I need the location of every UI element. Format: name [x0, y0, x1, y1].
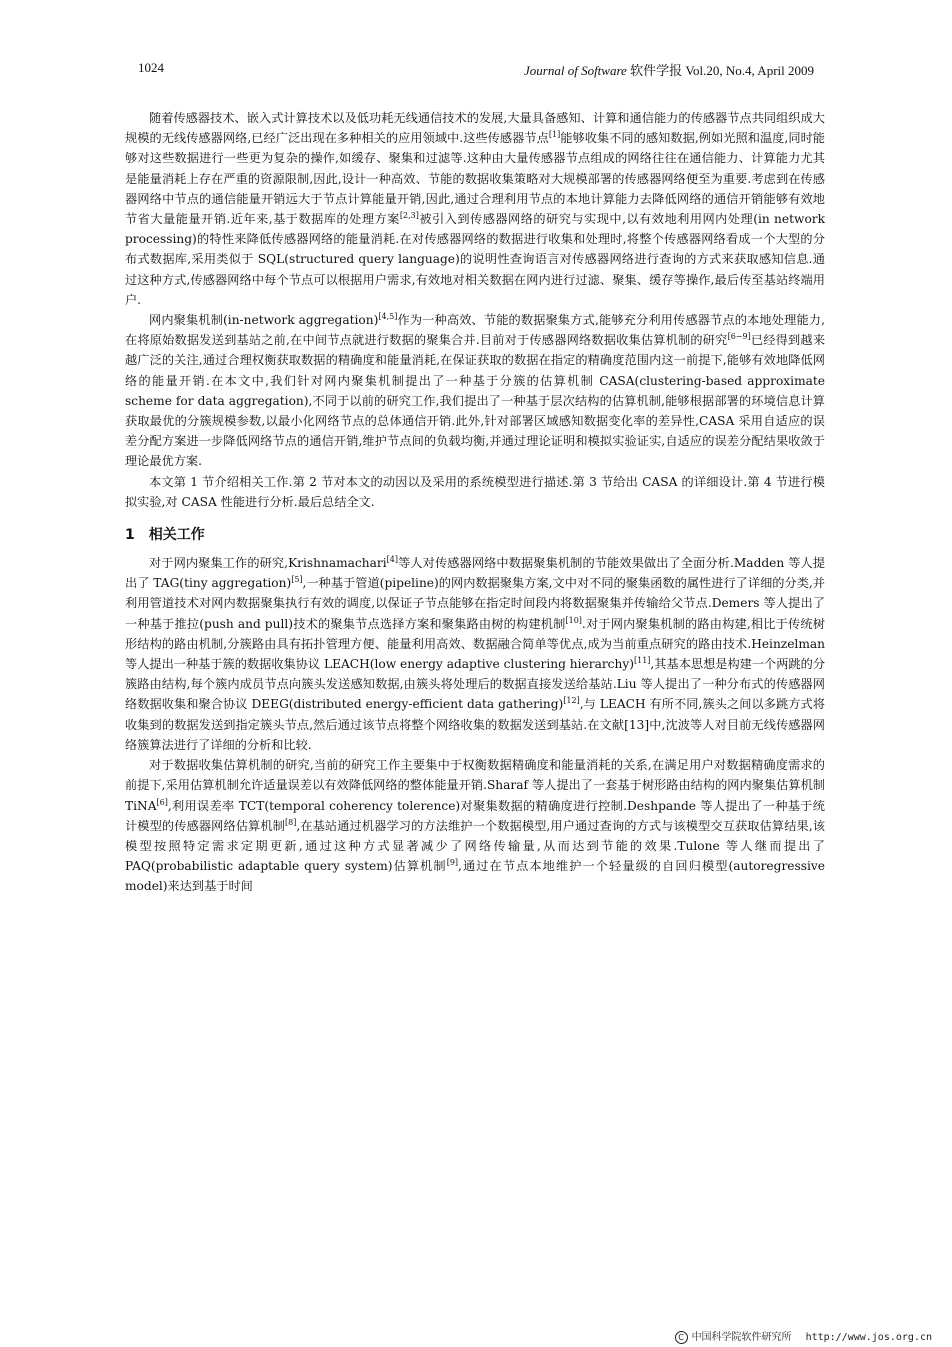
- paragraph-intro-1: 随着传感器技术、嵌入式计算技术以及低功耗无线通信技术的发展,大量具备感知、计算和通信能力的传感器节点共同组织成大规模的无线传感器网络,已经广泛出现在多种相关的应用领域中.这些传感器节点[1]能够收集不同的感知数据,例如光照和温度,同时能够对这些数据进行一些更为复杂的操作,如缓存、聚集和过滤等.这种由大量传感器节点组成的网络往往在通信能力、计算能力尤其是能量消耗上存在严重的资源限制,因此,设计一种高效、节能的数据收集策略对大规模部署的传感器网络便至为重要.考虑到在传感器网络中节点的通信能量开销远大于节点计算能量开销,因此,通过合理利用节点的本地计算能力去降低网络的通信开销能够有效地节省大量能量开销.近年来,基于数据库的处理方案[2,3]被引入到传感器网络的研究与实现中,以有效地利用网内处理(in network processing)的特性来降低传感器网络的能量消耗.在对传感器网络的数据进行收集和处理时,将整个传感器网络看成一个大型的分布式数据库,采用类似于 SQL(structured query language)的说明性查询语言对传感器网络进行查询的方式来获取感知信息.通过这种方式,传感器网络中每个节点可以根据用户需求,有效地对相关数据在网内进行过滤、聚集、缓存等操作,最后传至基站终端用户.: [125, 111, 825, 307]
- citation[interactable]: [1]: [548, 130, 561, 140]
- citation[interactable]: [6−9]: [727, 332, 751, 342]
- citation[interactable]: [4,5]: [378, 311, 398, 321]
- page-footer: [675, 1328, 932, 1344]
- section-title: 相关工作: [148, 527, 205, 544]
- paragraph-intro-3: 本文第 1 节介绍相关工作.第 2 节对本文的动因以及采用的系统模型进行描述.第 3 节给出 CASA 的详细设计.第 4 节进行模拟实验,对 CASA 性能进行分析.最后总结全文.: [125, 474, 825, 509]
- section-number: 1: [125, 527, 135, 544]
- citation[interactable]: [8]: [284, 817, 297, 827]
- section-heading: [125, 525, 825, 545]
- copyright-icon: C: [675, 1331, 688, 1344]
- citation[interactable]: [11]: [634, 656, 651, 666]
- citation[interactable]: [12]: [563, 696, 580, 706]
- journal-info: 软件学报 Vol.20, No.4, April 2009: [630, 63, 814, 78]
- citation[interactable]: [5]: [291, 575, 303, 585]
- running-header: [524, 60, 814, 79]
- citation[interactable]: [10]: [565, 615, 582, 625]
- citation[interactable]: [9]: [446, 858, 459, 868]
- article-body: [125, 108, 825, 897]
- citation[interactable]: [2,3]: [399, 210, 419, 220]
- journal-url[interactable]: http://www.jos.org.cn: [805, 1332, 932, 1343]
- citation[interactable]: [4]: [386, 555, 398, 564]
- publisher-name: 中国科学院软件研究所: [691, 1332, 792, 1343]
- paragraph-intro-2: 网内聚集机制(in-network aggregation)[4,5]作为一种高效、节能的数据聚集方式,能够充分利用传感器节点的本地处理能力,在将原始数据发送到基站之前,在中间节点就进行数据的聚集合并.目前对于传感器网络数据收集估算机制的研究[6−9]已经得到越来越广泛的关注,通过合理权衡获取数据的精确度和能量消耗,在保证获取的数据在指定的精确度范围内这一前提下,能够有效地降低网络的能量开销.在本文中,我们针对网内聚集机制提出了一种基于分簇的估算机制 CASA(clustering-based approximate scheme for data aggregation),不同于以前的研究工作,我们提出了一种基于层次结构的估算机制,能够根据部署的环境信息计算获取最优的分簇规模参数,以最小化网络节点的总体通信开销.此外,针对部署区域感知数据变化率的差异性,CASA 采用自适应的误差分配方案进一步降低网络节点的通信开销,维护节点间的负载均衡,并通过理论证明和模拟实验证实,自适应的误差分配结果收敛于理论最优方案.: [125, 311, 826, 469]
- page-number: 1024: [138, 60, 164, 75]
- paragraph-related-2: 对于数据收集估算机制的研究,当前的研究工作主要集中于权衡数据精确度和能量消耗的关系,在满足用户对数据精确度需求的前提下,采用估算机制允许适量误差以有效降低网络的整体能量开销.Sharaf 等人提出了一套基于树形路由结构的网内聚集估算机制 TiNA[6],利用误差率 TCT(temporal coherency tolerence)对聚集数据的精确度进行控制.Deshpande 等人提出了一种基于统计模型的传感器网络估算机制[8],在基站通过机器学习的方法维护一个数据模型,用户通过查询的方式与该模型交互获取估算结果,该模型按照特定需求定期更新,通过这种方式显著减少了网络传输量,从而达到节能的效果.Tulone 等人继而提出了 PAQ(probabilistic adaptable query system)估算机制[9],通过在节点本地维护一个轻量级的自回归模型(autoregressive model)来达到基于时间: [125, 758, 826, 894]
- paragraph-related-1: 对于网内聚集工作的研究,Krishnamachari[4]等人对传感器网络中数据聚集机制的节能效果做出了全面分析.Madden 等人提出了 TAG(tiny aggregation)[5],一种基于管道(pipeline)的网内数据聚集方案,文中对不同的聚集函数的属性进行了详细的分类,并利用管道技术对网内数据聚集执行有效的调度,以保证子节点能够在指定时间段内将数据聚集并传输给父节点.Demers 等人提出了一种基于推拉(push and pull)技术的聚集节点选择方案和聚集路由树的构建机制[10].对于网内聚集机制的路由构建,相比于传统树形结构的路由机制,分簇路由具有拓扑管理方便、能量利用高效、数据融合简单等优点,成为当前重点研究的路由技术.Heinzelman 等人提出一种基于簇的数据收集协议 LEACH(low energy adaptive clustering hierarchy)[11],其基本思想是构建一个两跳的分簇路由结构,每个簇内成员节点向簇头发送感知数据,由簇头将处理后的数据直接发送给基站.Liu 等人提出了一种分布式的传感器网络数据收集和聚合协议 DEEG(distributed energy-efficient data gathering)[12],与 LEACH 有所不同,簇头之间以多跳方式将收集到的数据发送到指定簇头节点,然后通过该节点将整个网络收集的数据发送到基站.在文献[13]中,沈波等人对目前无线传感器网络簇算法进行了详细的分析和比较.: [125, 555, 826, 752]
- journal-name: Journal of Software: [524, 63, 627, 78]
- citation[interactable]: [6]: [156, 797, 168, 807]
